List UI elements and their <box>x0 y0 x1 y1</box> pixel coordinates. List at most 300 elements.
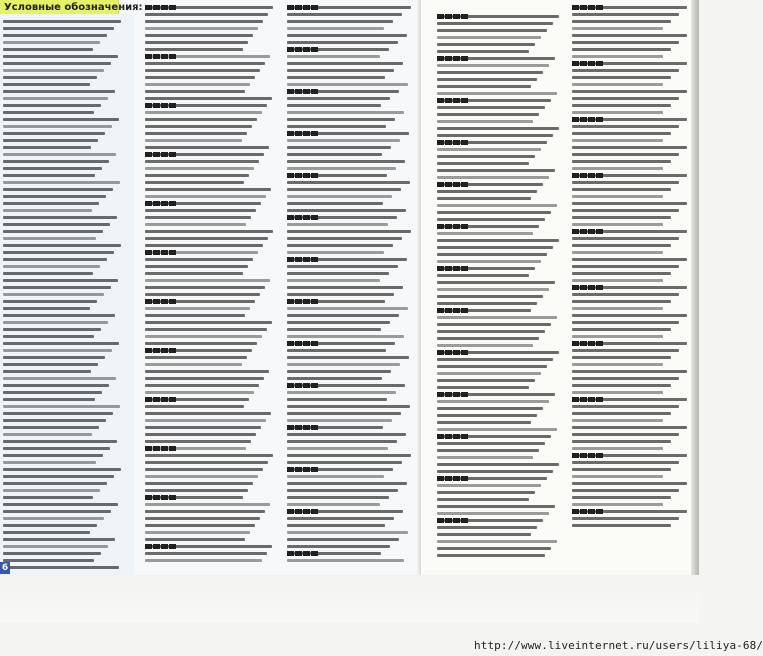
text-line <box>437 330 545 333</box>
stitch-symbol <box>153 5 160 10</box>
text-line <box>3 146 91 149</box>
text-line <box>437 407 543 410</box>
text-line <box>287 188 401 191</box>
text-line <box>287 489 398 492</box>
text-line <box>145 384 259 387</box>
text-line <box>145 244 263 247</box>
text-line <box>145 272 243 275</box>
text-line <box>572 153 679 156</box>
text-line <box>145 468 263 471</box>
text-line <box>145 258 253 261</box>
text-line <box>572 111 663 114</box>
text-line <box>3 307 90 310</box>
text-line <box>572 13 679 16</box>
text-line <box>145 314 245 317</box>
stitch-symbol <box>596 61 603 66</box>
text-line <box>145 538 245 541</box>
text-line <box>287 538 399 541</box>
stitch-symbol <box>453 434 460 439</box>
stitch-symbol <box>453 476 460 481</box>
stitch-symbol-row <box>145 348 185 353</box>
text-line <box>437 239 559 242</box>
stitch-symbol <box>145 201 152 206</box>
instruction-column-2 <box>287 0 413 568</box>
text-line <box>437 211 551 214</box>
text-line <box>3 566 119 569</box>
stitch-symbol-row <box>572 285 612 290</box>
text-line <box>3 62 111 65</box>
text-line <box>437 78 537 81</box>
stitch-symbol-row <box>287 47 327 52</box>
text-line <box>145 230 273 233</box>
text-line <box>145 237 268 240</box>
text-line <box>287 328 381 331</box>
text-line <box>145 118 257 121</box>
text-line <box>572 503 663 506</box>
text-line <box>572 132 671 135</box>
text-line <box>287 223 388 226</box>
stitch-symbol <box>588 397 595 402</box>
text-line <box>3 552 101 555</box>
text-line <box>572 244 671 247</box>
text-line <box>572 27 663 30</box>
text-line <box>572 216 671 219</box>
text-line <box>3 321 108 324</box>
stitch-symbol <box>145 5 152 10</box>
stitch-symbol-row <box>572 61 612 66</box>
text-line <box>437 386 529 389</box>
text-line <box>3 496 93 499</box>
text-line <box>145 433 256 436</box>
stitch-symbol <box>295 89 302 94</box>
text-line <box>572 412 671 415</box>
text-line <box>3 517 104 520</box>
text-line <box>572 181 679 184</box>
text-line <box>3 34 107 37</box>
text-line <box>3 510 111 513</box>
stitch-symbol <box>461 308 468 313</box>
stitch-symbol <box>145 152 152 157</box>
text-line <box>437 85 531 88</box>
stitch-symbol <box>580 509 587 514</box>
stitch-symbol <box>295 131 302 136</box>
text-line <box>145 370 269 373</box>
text-line <box>287 272 389 275</box>
stitch-symbol <box>311 467 318 472</box>
stitch-symbol <box>596 173 603 178</box>
text-line <box>287 146 391 149</box>
text-line <box>3 48 93 51</box>
text-line <box>287 244 393 247</box>
text-line <box>437 505 555 508</box>
instruction-column-3 <box>437 0 563 568</box>
stitch-symbol-row <box>437 308 477 313</box>
text-line <box>145 419 266 422</box>
text-line <box>572 76 671 79</box>
stitch-symbol <box>287 299 294 304</box>
stitch-symbol <box>153 397 160 402</box>
text-line <box>3 370 91 373</box>
text-line <box>145 454 273 457</box>
stitch-symbol <box>153 152 160 157</box>
stitch-symbol-row <box>437 140 477 145</box>
text-line <box>572 391 663 394</box>
text-line <box>3 174 95 177</box>
text-line <box>572 461 679 464</box>
text-line <box>437 295 543 298</box>
text-line <box>572 468 671 471</box>
text-line <box>437 288 549 291</box>
stitch-symbol <box>295 341 302 346</box>
stitch-symbol-row <box>437 56 477 61</box>
stitch-symbol <box>437 56 444 61</box>
text-line <box>287 76 385 79</box>
text-line <box>287 454 411 457</box>
stitch-symbol-row <box>287 173 327 178</box>
text-line <box>437 379 535 382</box>
text-line <box>572 146 687 149</box>
text-line <box>3 20 121 23</box>
text-line <box>3 482 107 485</box>
stitch-symbol <box>295 467 302 472</box>
text-line <box>287 209 406 212</box>
text-line <box>145 531 250 534</box>
text-line <box>572 496 671 499</box>
stitch-symbol <box>437 476 444 481</box>
stitch-symbol <box>461 56 468 61</box>
text-line <box>3 139 98 142</box>
stitch-symbol-row <box>287 215 327 220</box>
text-line <box>287 195 392 198</box>
text-line <box>145 265 248 268</box>
text-line <box>145 20 263 23</box>
stitch-symbol <box>445 140 452 145</box>
text-line <box>437 22 553 25</box>
stitch-symbol <box>453 518 460 523</box>
text-line <box>3 391 102 394</box>
stitch-symbol-row <box>437 14 477 19</box>
stitch-symbol-row <box>145 299 185 304</box>
stitch-symbol <box>596 5 603 10</box>
stitch-symbol <box>461 182 468 187</box>
stitch-symbol-row <box>572 229 612 234</box>
text-line <box>3 335 94 338</box>
text-line <box>145 90 245 93</box>
text-line <box>145 307 250 310</box>
text-line <box>3 69 104 72</box>
text-line <box>3 412 113 415</box>
stitch-symbol <box>145 495 152 500</box>
text-line <box>3 265 100 268</box>
text-line <box>287 503 380 506</box>
text-line <box>145 83 250 86</box>
text-line <box>437 197 531 200</box>
stitch-symbol <box>169 54 176 59</box>
text-line <box>3 531 90 534</box>
text-line <box>145 335 262 338</box>
text-line <box>437 176 549 179</box>
text-line <box>437 29 547 32</box>
text-line <box>287 447 388 450</box>
stitch-symbol-row <box>287 551 327 556</box>
text-line <box>3 279 118 282</box>
text-line <box>572 279 663 282</box>
stitch-symbol <box>588 341 595 346</box>
stitch-symbol <box>295 299 302 304</box>
stitch-symbol <box>596 285 603 290</box>
stitch-symbol <box>572 453 579 458</box>
stitch-symbol <box>287 131 294 136</box>
text-line <box>572 188 671 191</box>
text-line <box>3 118 119 121</box>
text-line <box>145 195 266 198</box>
text-line <box>572 237 679 240</box>
stitch-symbol <box>161 54 168 59</box>
text-line <box>437 463 559 466</box>
text-line <box>437 169 555 172</box>
stitch-symbol <box>287 425 294 430</box>
text-line <box>287 125 386 128</box>
stitch-symbol <box>453 182 460 187</box>
stitch-symbol <box>145 103 152 108</box>
stitch-symbol <box>161 446 168 451</box>
stitch-symbol <box>580 5 587 10</box>
text-line <box>145 209 256 212</box>
stitch-symbol <box>303 5 310 10</box>
text-line <box>3 538 115 541</box>
stitch-symbol <box>461 476 468 481</box>
text-line <box>437 540 557 543</box>
stitch-symbol-row <box>572 341 612 346</box>
text-line <box>3 293 104 296</box>
text-line <box>572 167 663 170</box>
stitch-symbol <box>311 341 318 346</box>
stitch-symbol <box>169 201 176 206</box>
text-line <box>287 69 394 72</box>
text-line <box>3 272 93 275</box>
text-line <box>572 377 679 380</box>
text-line <box>572 433 679 436</box>
stitch-symbol <box>311 47 318 52</box>
text-line <box>287 97 390 100</box>
text-line <box>145 146 269 149</box>
text-line <box>3 223 110 226</box>
stitch-symbol <box>303 257 310 262</box>
text-line <box>3 356 105 359</box>
stitch-symbol <box>303 89 310 94</box>
stitch-symbol-row <box>287 89 327 94</box>
stitch-symbol <box>588 117 595 122</box>
text-line <box>3 286 111 289</box>
text-line <box>437 554 545 557</box>
stitch-symbol <box>153 348 160 353</box>
text-line <box>145 391 254 394</box>
text-line <box>437 204 557 207</box>
stitch-symbol <box>588 453 595 458</box>
stitch-symbol <box>161 397 168 402</box>
text-line <box>572 90 687 93</box>
text-line <box>145 510 265 513</box>
stitch-symbol <box>596 117 603 122</box>
stitch-symbol <box>303 299 310 304</box>
stitch-symbol <box>311 173 318 178</box>
text-line <box>145 41 248 44</box>
text-line <box>572 524 671 527</box>
stitch-symbol <box>287 5 294 10</box>
text-line <box>572 405 679 408</box>
text-line <box>572 328 671 331</box>
text-line <box>287 230 411 233</box>
stitch-symbol <box>303 131 310 136</box>
stitch-symbol <box>287 551 294 556</box>
text-line <box>3 76 97 79</box>
stitch-symbol <box>311 299 318 304</box>
text-line <box>437 358 553 361</box>
stitch-symbol <box>572 229 579 234</box>
stitch-symbol <box>169 495 176 500</box>
text-line <box>287 496 389 499</box>
text-line <box>287 41 398 44</box>
text-line <box>437 71 543 74</box>
instruction-column-4 <box>572 0 692 568</box>
text-line <box>145 216 251 219</box>
stitch-symbol-row <box>145 495 185 500</box>
text-line <box>287 111 404 114</box>
stitch-symbol-row <box>287 341 327 346</box>
text-line <box>287 153 382 156</box>
stitch-symbol <box>580 229 587 234</box>
stitch-symbol <box>161 103 168 108</box>
text-line <box>287 412 401 415</box>
text-line <box>3 111 94 114</box>
text-line <box>287 321 390 324</box>
text-line <box>3 545 108 548</box>
stitch-symbol <box>311 89 318 94</box>
text-line <box>572 97 679 100</box>
stitch-symbol <box>437 518 444 523</box>
stitch-symbol <box>572 61 579 66</box>
stitch-symbol <box>161 299 168 304</box>
text-line <box>437 484 541 487</box>
stitch-symbol <box>461 224 468 229</box>
text-line <box>287 363 400 366</box>
stitch-symbol <box>287 215 294 220</box>
stitch-symbol-row <box>437 266 477 271</box>
text-line <box>287 55 380 58</box>
stitch-symbol <box>303 425 310 430</box>
stitch-symbol <box>169 446 176 451</box>
stitch-symbol-row <box>437 350 477 355</box>
text-line <box>437 246 553 249</box>
stitch-symbol <box>588 61 595 66</box>
text-line <box>3 244 121 247</box>
stitch-symbol <box>169 397 176 402</box>
stitch-symbol <box>437 98 444 103</box>
text-line <box>572 272 671 275</box>
text-line <box>287 34 407 37</box>
stitch-symbol <box>153 250 160 255</box>
page-edge <box>691 0 699 622</box>
text-line <box>3 209 92 212</box>
stitch-symbol <box>169 103 176 108</box>
text-line <box>145 223 246 226</box>
text-line <box>287 377 382 380</box>
text-line <box>572 426 687 429</box>
stitch-symbol <box>161 152 168 157</box>
stitch-symbol <box>303 47 310 52</box>
stitch-symbol <box>445 518 452 523</box>
text-line <box>145 167 254 170</box>
stitch-symbol <box>453 14 460 19</box>
scan-bottom-area <box>0 575 699 623</box>
text-line <box>437 190 537 193</box>
text-line <box>3 440 117 443</box>
stitch-symbol <box>287 257 294 262</box>
stitch-symbol <box>303 551 310 556</box>
text-line <box>3 125 112 128</box>
text-line <box>145 321 272 324</box>
text-line <box>572 482 687 485</box>
text-line <box>145 377 264 380</box>
stitch-symbol <box>572 173 579 178</box>
text-line <box>437 162 529 165</box>
stitch-symbol <box>580 341 587 346</box>
text-line <box>145 440 251 443</box>
stitch-symbol <box>461 140 468 145</box>
text-line <box>287 545 390 548</box>
stitch-symbol <box>153 446 160 451</box>
stitch-symbol <box>572 285 579 290</box>
stitch-symbol <box>596 229 603 234</box>
stitch-symbol <box>445 56 452 61</box>
text-line <box>287 370 391 373</box>
stitch-symbol-row <box>437 434 477 439</box>
stitch-symbol <box>311 131 318 136</box>
text-line <box>437 365 547 368</box>
text-line <box>572 489 679 492</box>
text-line <box>3 153 116 156</box>
text-line <box>287 265 398 268</box>
stitch-symbol-row <box>287 257 327 262</box>
text-line <box>3 237 96 240</box>
text-line <box>572 160 671 163</box>
stitch-symbol-row <box>145 544 185 549</box>
stitch-symbol <box>145 544 152 549</box>
text-line <box>287 139 400 142</box>
stitch-symbol <box>445 476 452 481</box>
stitch-symbol-row <box>287 131 327 136</box>
text-line <box>287 293 394 296</box>
stitch-symbol <box>287 47 294 52</box>
text-line <box>145 524 255 527</box>
stitch-symbol <box>287 467 294 472</box>
legend-column <box>3 0 129 568</box>
text-line <box>287 398 387 401</box>
text-line <box>572 293 679 296</box>
stitch-symbol <box>580 453 587 458</box>
stitch-symbol-row <box>572 173 612 178</box>
stitch-symbol <box>161 544 168 549</box>
text-line <box>3 83 90 86</box>
text-line <box>145 503 270 506</box>
stitch-symbol <box>437 266 444 271</box>
text-line <box>145 27 258 30</box>
stitch-symbol <box>437 182 444 187</box>
stitch-symbol <box>453 308 460 313</box>
text-line <box>3 230 103 233</box>
text-line <box>572 258 687 261</box>
text-line <box>572 419 663 422</box>
